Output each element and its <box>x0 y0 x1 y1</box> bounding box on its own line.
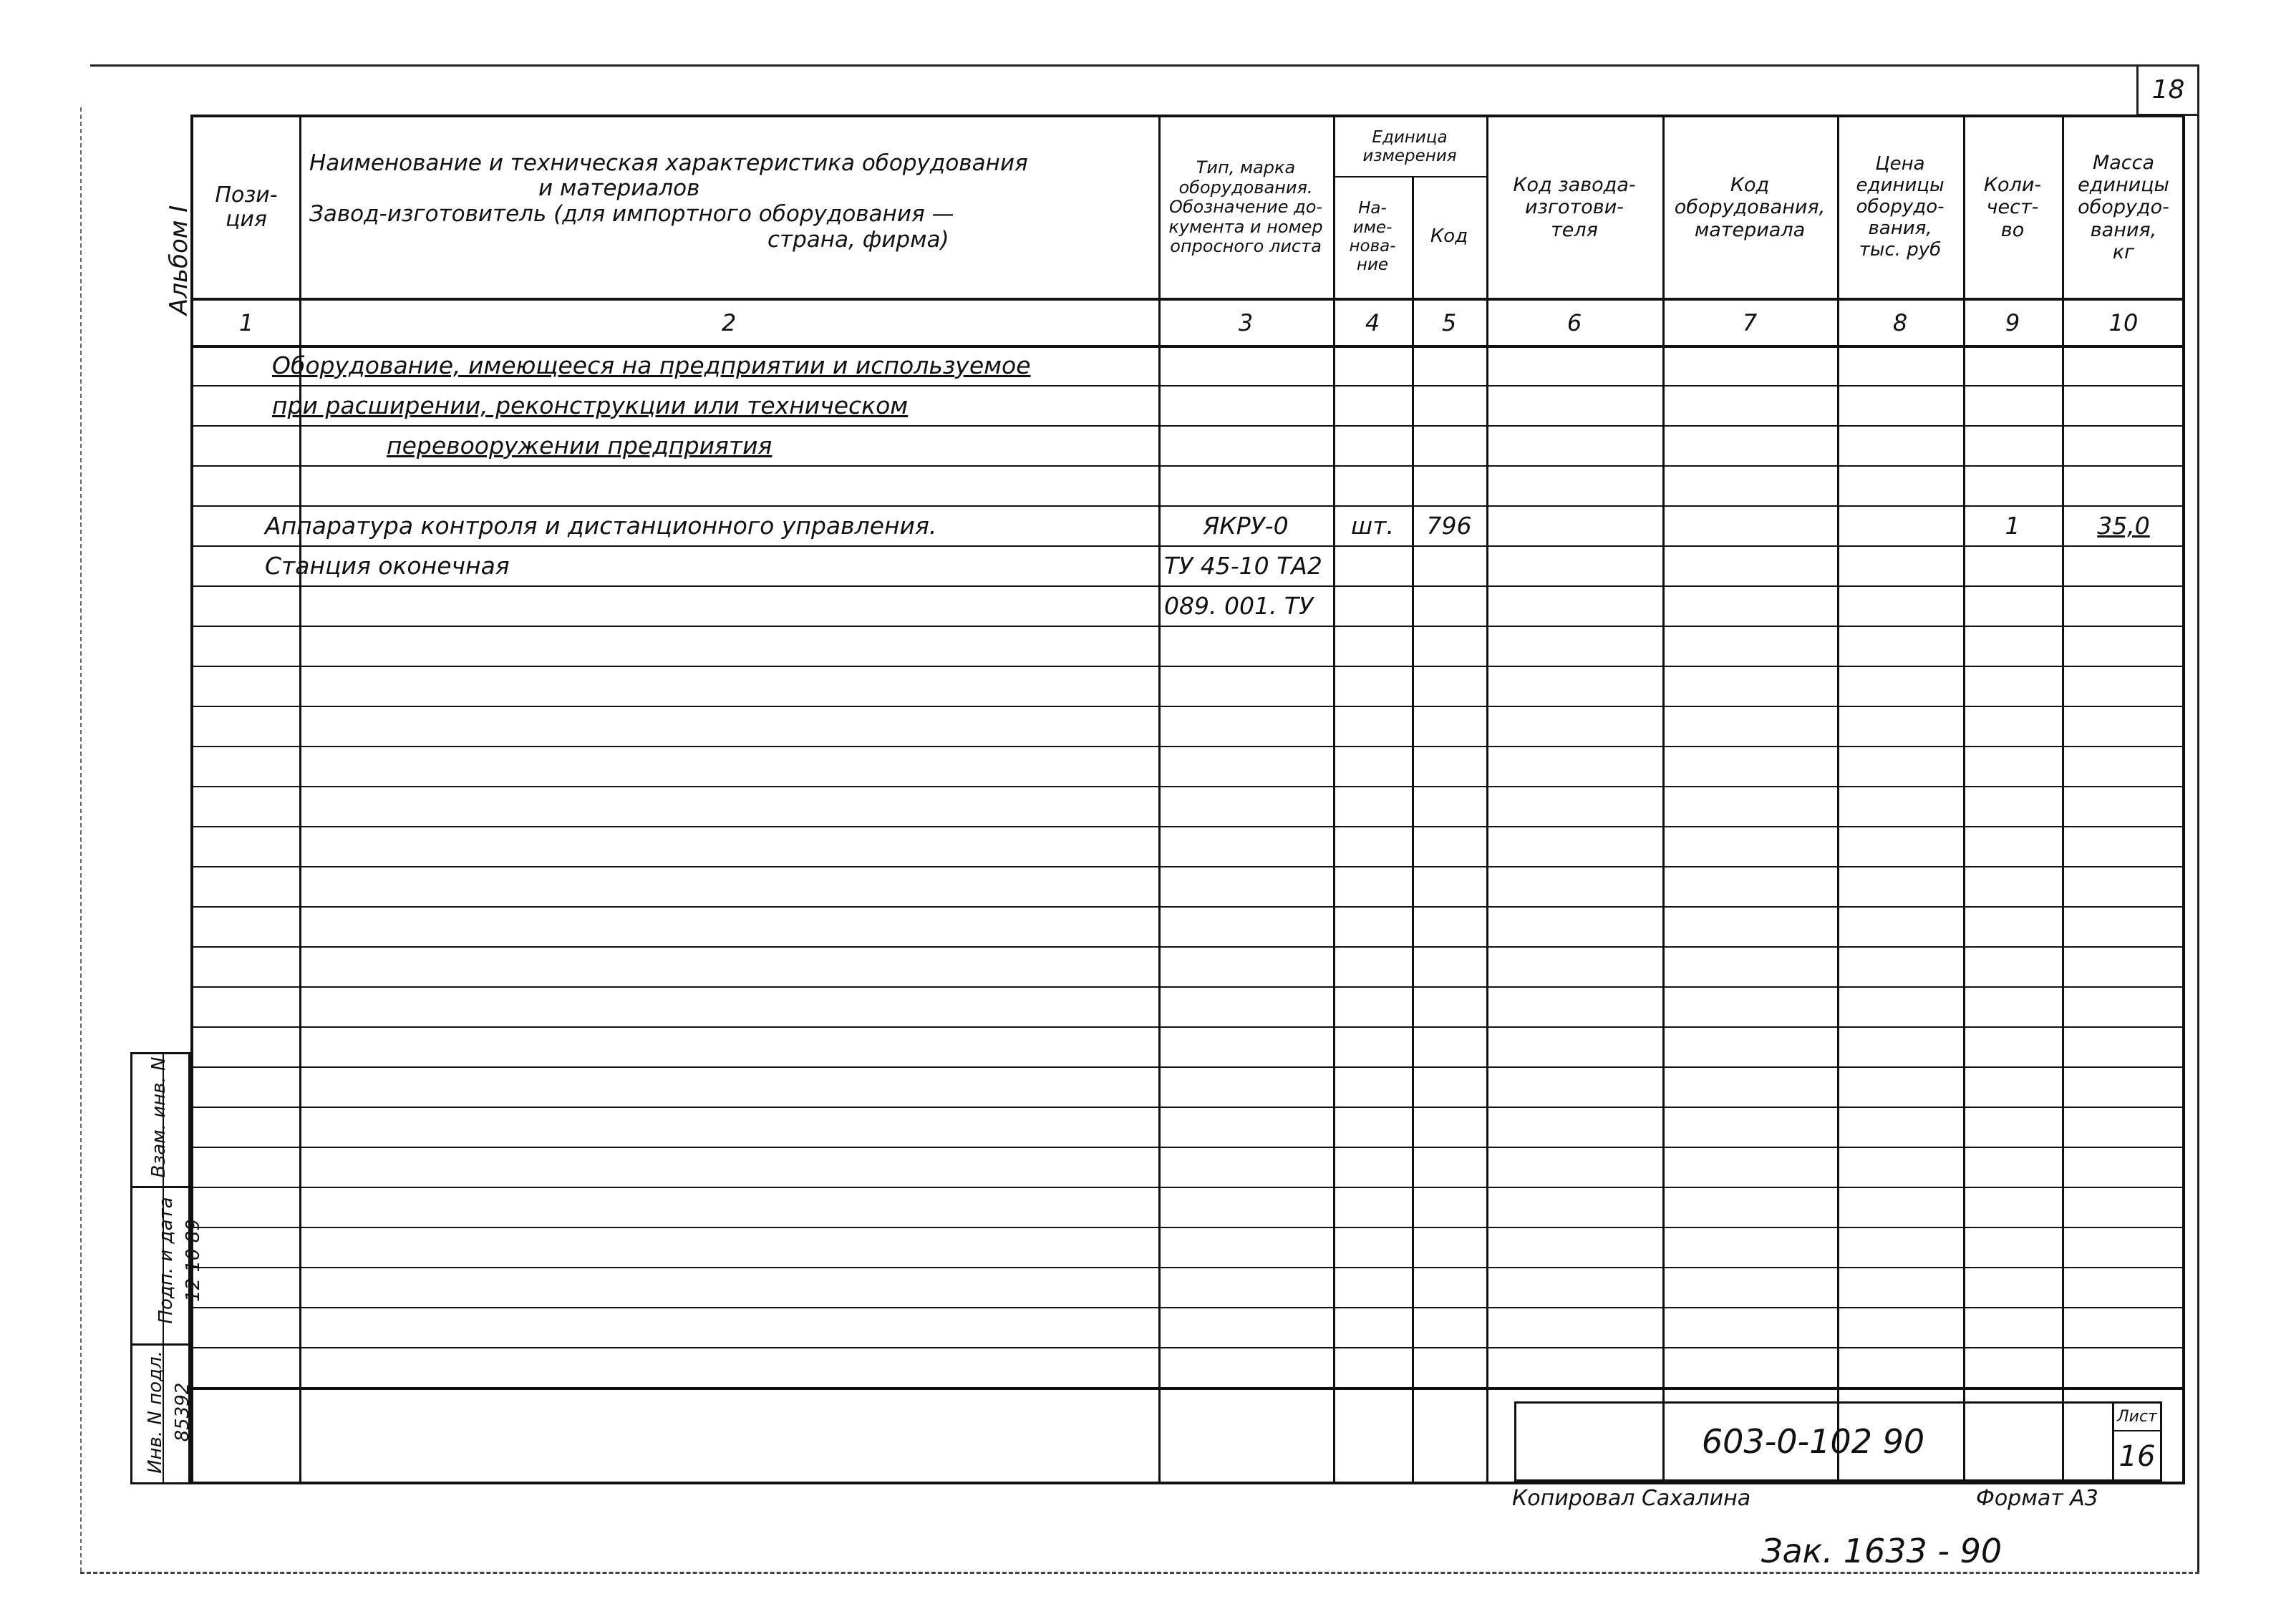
header-manufacturer-code: Код завода- изготови- теля <box>1513 174 1636 241</box>
row-line <box>193 1187 2182 1188</box>
row-line <box>193 666 2182 667</box>
column-number: 4 <box>1365 309 1380 336</box>
header-name <box>299 137 1161 266</box>
header-quantity: Коли- чест- во <box>1983 174 2042 241</box>
header-equipment-code: Код оборудования, материала <box>1674 174 1826 241</box>
column-number: 10 <box>2108 309 2139 336</box>
row-line <box>193 946 2182 948</box>
row-line <box>193 465 2182 467</box>
header-name-line2: и материалов <box>538 175 700 202</box>
row-line <box>193 1026 2182 1028</box>
header-price: Цена единицы оборудо- вания, тыс. руб <box>1856 153 1945 261</box>
row-item-name: Аппаратура контроля и дистанционного управления. <box>265 511 937 540</box>
column-number: 8 <box>1892 309 1908 336</box>
column-number: 9 <box>2005 309 2020 336</box>
row-item-unit-code: 796 <box>1426 511 1472 540</box>
row-line <box>193 986 2182 988</box>
header-name-line1: Наименование и техническая характеристика оборудования <box>309 150 1028 176</box>
row-section-title-3: перевооружении предприятия <box>387 431 773 460</box>
row-item-quantity: 1 <box>2005 511 2020 540</box>
strip-divider <box>132 1186 188 1188</box>
row-item-type: ТУ 45-10 ТА2 <box>1164 551 1322 580</box>
inv-original-label: Инв. N подл. <box>145 1351 166 1474</box>
column-number: 3 <box>1238 309 1254 336</box>
row-line <box>193 866 2182 867</box>
column-number: 6 <box>1566 309 1582 336</box>
specification-table <box>190 115 2185 1484</box>
stamp-designation: 603-0-102 90 <box>1701 1422 1925 1461</box>
row-line <box>193 906 2182 908</box>
row-line <box>193 826 2182 827</box>
column-number: 7 <box>1742 309 1758 336</box>
sheet-number-top: 18 <box>2136 66 2198 116</box>
row-line <box>193 1066 2182 1068</box>
header-unit-group: Единица измерения <box>1362 127 1457 165</box>
stamp-sheet-number: 16 <box>2118 1440 2156 1473</box>
column-number: 2 <box>721 309 737 336</box>
row-item-type: 089. 001. ТУ <box>1164 591 1314 620</box>
row-item-type: ЯКРУ-0 <box>1203 511 1289 540</box>
row-line <box>193 746 2182 747</box>
row-item-mass: 35,0 <box>2097 511 2150 540</box>
footer-format: Формат А3 <box>1976 1486 2098 1511</box>
row-line <box>193 1307 2182 1308</box>
column-number: 1 <box>238 309 254 336</box>
header-name-line4: страна, фирма) <box>767 226 949 253</box>
row-line <box>193 1347 2182 1348</box>
header-unit-name: На- име- нова- ние <box>1349 199 1396 275</box>
row-line <box>193 1227 2182 1228</box>
row-line <box>193 786 2182 787</box>
footer-copied: Копировал Сахалина <box>1512 1486 1751 1511</box>
row-section-title-2: при расширении, реконструкции или техническом <box>272 391 909 419</box>
stamp-sheet-label: Лист <box>2117 1407 2157 1426</box>
album-label: Альбом I <box>165 205 193 315</box>
row-line <box>193 706 2182 707</box>
drawing-frame-left-edge <box>80 107 82 1572</box>
row-item-unit: шт. <box>1351 511 1394 540</box>
header-type: Тип, марка оборудования. Обозначение до- кумента и номер опросного листа <box>1168 157 1323 257</box>
inv-original-value: 85392 <box>172 1382 193 1442</box>
sign-date-value: 12 10 89 <box>183 1219 204 1302</box>
row-section-title-1: Оборудование, имеющееся на предприятии и используемое <box>272 351 1031 379</box>
table-body-bottom-line <box>193 1387 2182 1390</box>
column-number: 5 <box>1441 309 1457 336</box>
header-unit-code: Код <box>1430 225 1468 248</box>
footer-order: Зак. 1633 - 90 <box>1761 1532 2002 1570</box>
row-item-name: Станция оконечная <box>265 551 510 580</box>
replace-inv-label: Взам. инв. N <box>148 1056 170 1178</box>
row-line <box>193 626 2182 627</box>
row-line <box>193 1267 2182 1268</box>
sign-date-label: Подп. и дата <box>155 1197 177 1324</box>
header-name-line3: Завод-изготовитель (для импортного оборудования — <box>309 201 954 227</box>
row-line <box>193 1147 2182 1148</box>
header-mass: Масса единицы оборудо- вания, кг <box>2078 152 2169 263</box>
row-line <box>193 1107 2182 1108</box>
header-position: Пози- ция <box>215 182 278 232</box>
col-divider <box>1412 176 1414 1482</box>
drawing-frame-bottom-edge <box>80 1572 2199 1574</box>
